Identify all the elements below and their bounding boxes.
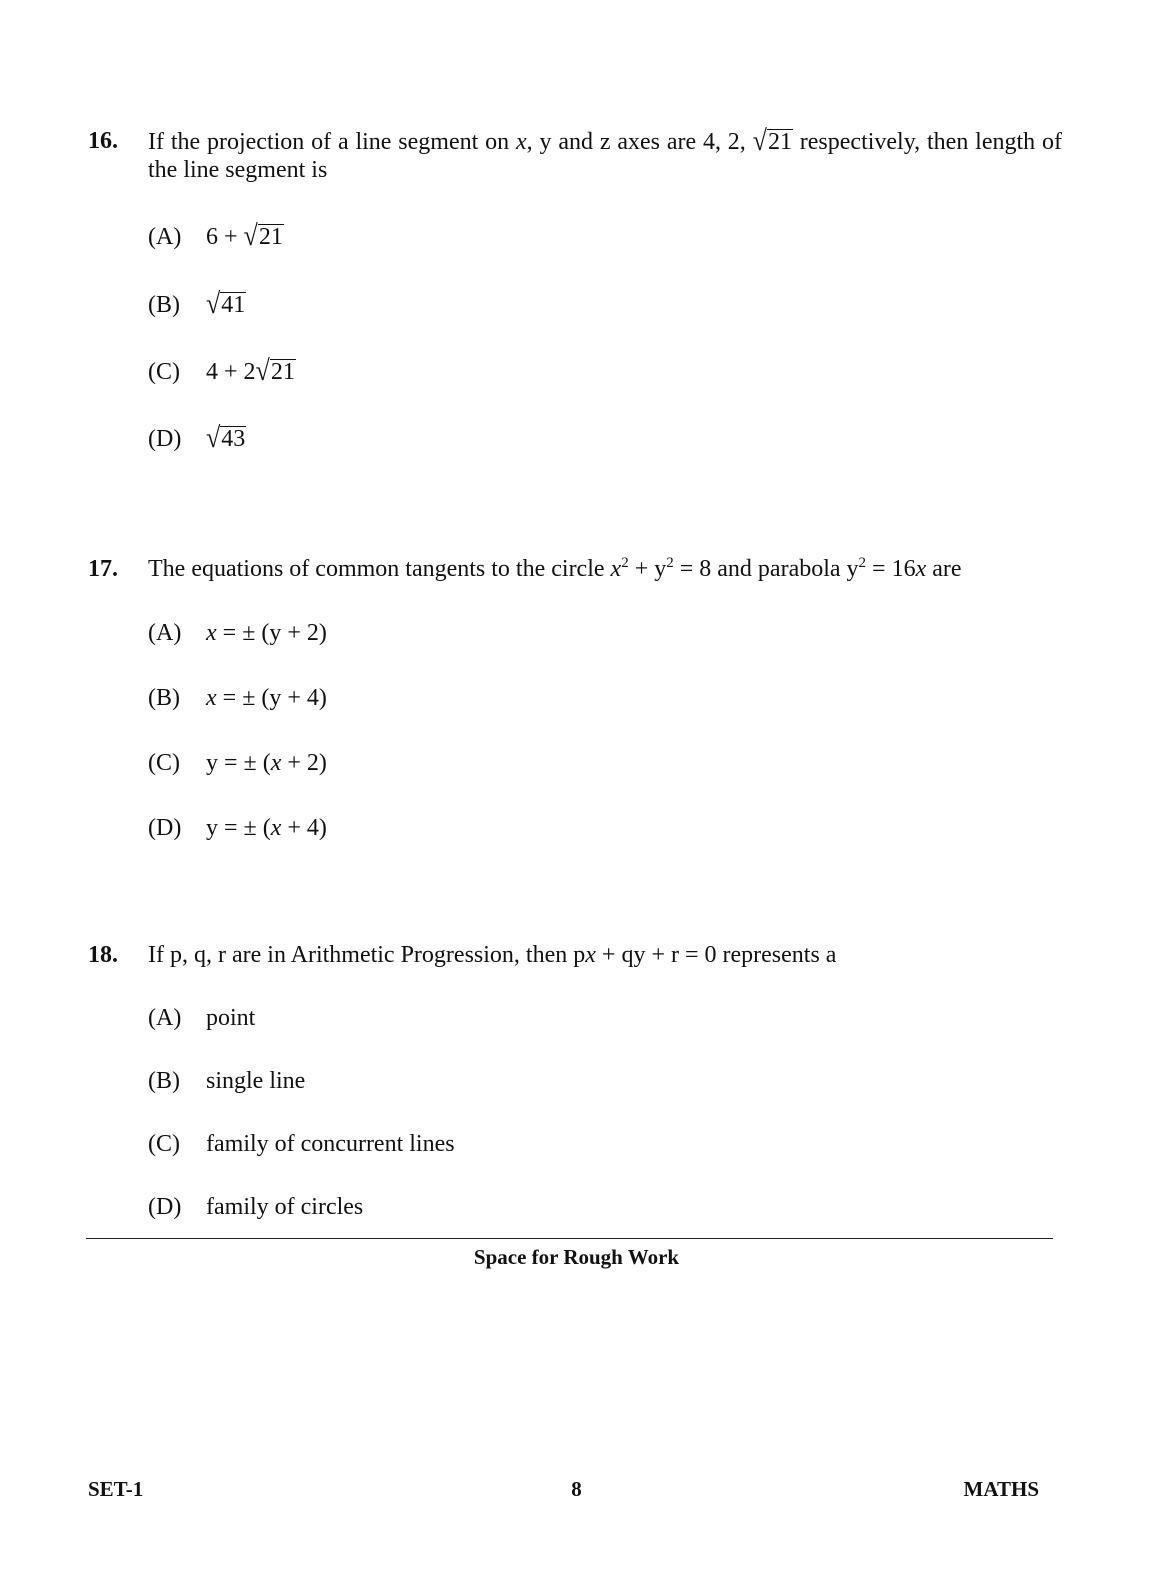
square-root: √43 [206,421,246,454]
option-label: (A) [148,620,182,646]
question-stem: The equations of common tangents to the circle $x^2 + y^2 = 8$ and parabola $y^2 = 16x$ are [148,555,962,582]
option-label: (C) [148,359,180,385]
footer-subject: MATHS [963,1477,1039,1501]
option-a[interactable]: (A) 6 + √21 [148,219,283,252]
option-label: (D) [148,426,182,452]
square-root: √41 [206,287,246,320]
option-c[interactable]: (C) family of concurrent lines [148,1131,455,1157]
square-root: √21 [752,124,792,157]
option-d[interactable] [148,423,246,454]
rough-work-heading: Space for Rough Work [473,1245,680,1269]
option-label: (D) [148,815,182,841]
square-root: √21 [255,354,295,387]
question-number: 18. [88,942,118,968]
footer-page-number: 8 [571,1477,582,1501]
divider-line [86,1238,1053,1239]
question-number: 16. [88,128,118,154]
option-b[interactable]: (B) x = ± (y + 4) [148,685,327,711]
option-label: (B) [148,1068,180,1094]
option-d[interactable]: (D) y = ± (x + 4) [148,815,327,841]
option-label: (A) [148,1005,182,1031]
option-label: (C) [148,1131,180,1157]
option-c[interactable]: (C) y = ± (x + 2) [148,750,327,776]
option-a[interactable]: (A) point [148,1005,256,1031]
option-label: (B) [148,685,180,711]
option-label: (C) [148,750,180,776]
question-stem: If the projection of a line segment on x, y and z axes are 4, 2, √21 respectively, then length of the line segment is [148,124,1063,183]
square-root: √21 [243,219,283,252]
option-a[interactable]: (A) x = ± (y + 2) [148,620,327,646]
option-b[interactable]: (B) single line [148,1068,306,1094]
question-stem: If p, q, r are in Arithmetic Progression, then px + qy + r = 0 represents a [148,942,837,968]
option-label: (B) [148,292,180,318]
option-b[interactable] [148,289,246,320]
option-label: (D) [148,1194,182,1220]
option-c[interactable]: (C) 4 + 2√21 [148,354,295,387]
question-number: 17. [88,556,118,582]
option-d[interactable]: (D) family of circles [148,1194,364,1220]
footer-set: SET-1 [88,1477,144,1501]
option-label: (A) [148,224,182,250]
